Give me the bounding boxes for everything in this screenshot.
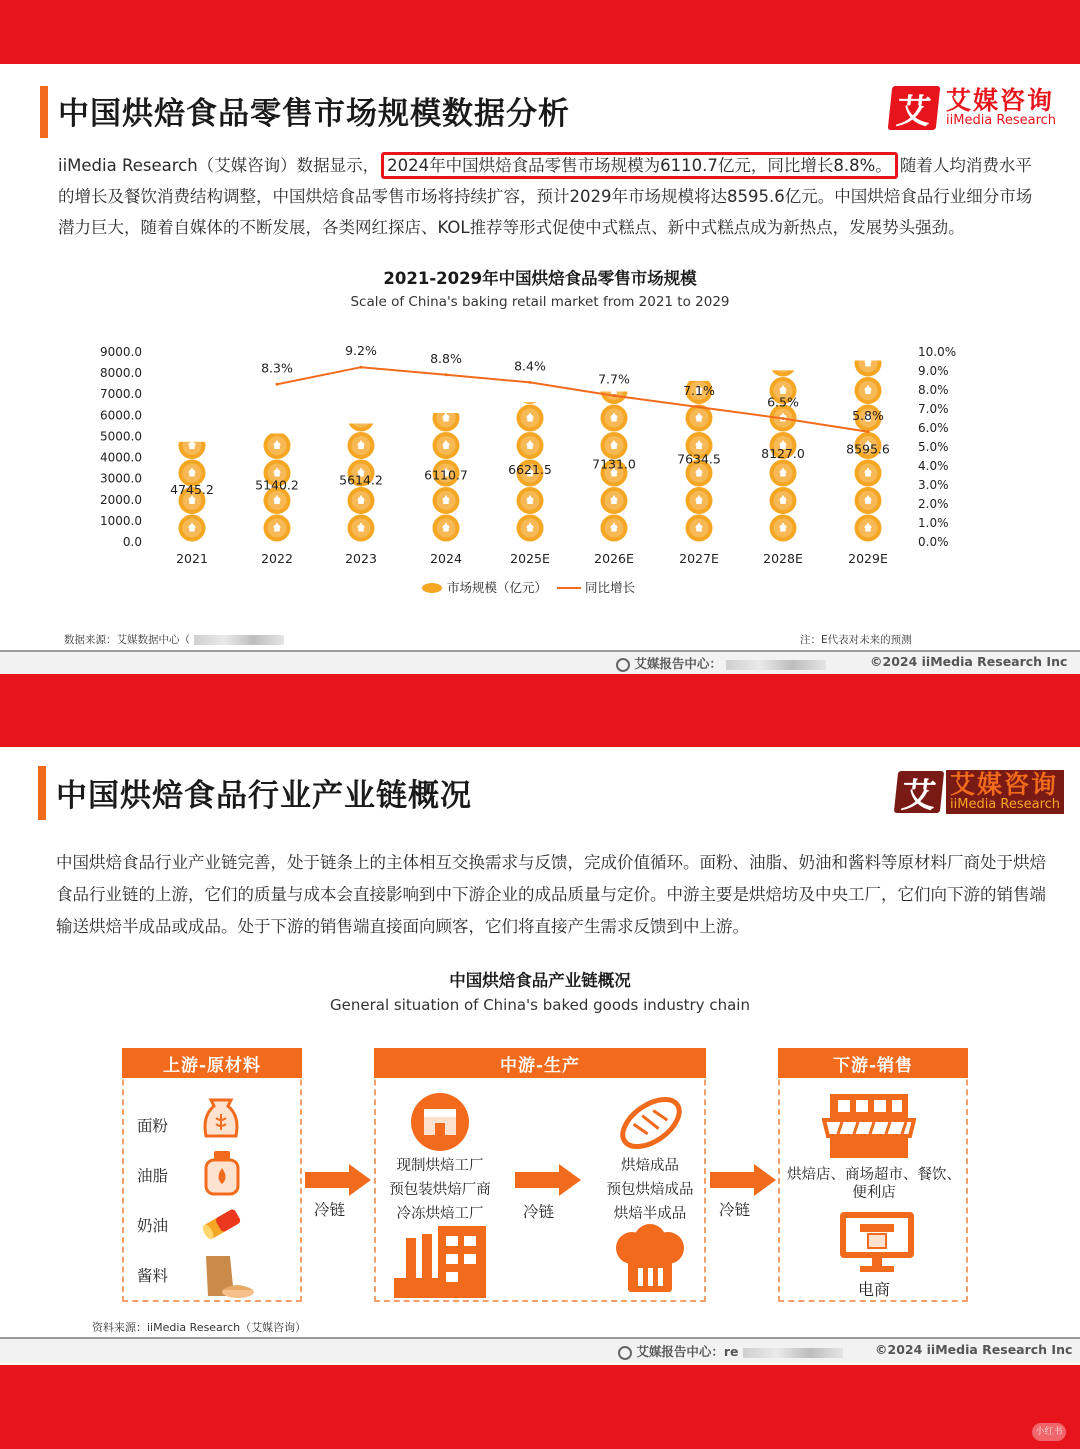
logo-en-text: iiMedia Research: [946, 113, 1057, 129]
cake-icon: [780, 358, 787, 367]
bar-coin: [264, 405, 291, 432]
upstream-item-sauce: 酱料: [137, 1267, 169, 1285]
growth-label: 8.4%: [514, 358, 546, 374]
downstream-header: 下游-销售: [778, 1048, 968, 1078]
upstream-item-flour: 面粉: [137, 1117, 169, 1135]
growth-point: [867, 430, 870, 433]
x-tick-label: 2021: [176, 551, 208, 566]
title-accent-bar: [38, 766, 46, 820]
growth-point: [360, 366, 363, 369]
right-axis-tick: 3.0%: [918, 478, 949, 492]
blurred-text: [726, 660, 826, 670]
arrow-mid-internal: [513, 1163, 583, 1197]
bar-coin: [855, 335, 882, 349]
store-channels: [779, 1166, 969, 1202]
bottom-red-band: [0, 1365, 1080, 1449]
bar-value-label: 6110.7: [424, 467, 468, 483]
right-axis-tick: 7.0%: [918, 402, 949, 416]
report-center: [618, 1342, 843, 1360]
growth-label: 7.7%: [598, 371, 630, 387]
watermark-badge: 小红书: [1032, 1423, 1066, 1441]
bar-value-label: 5614.2: [339, 472, 383, 488]
report-center: [616, 654, 826, 672]
bread-icon: [616, 1090, 686, 1156]
right-axis-tick: 6.0%: [918, 421, 949, 435]
x-tick-label: 2029E: [848, 551, 888, 566]
iimedia-logo: [896, 770, 1064, 814]
bar-coin-inner: [859, 335, 878, 345]
x-tick-label: 2026E: [594, 551, 634, 566]
cake-icon: [274, 413, 281, 422]
left-axis-tick: 9000.0: [100, 345, 142, 359]
bar-2029E: [855, 335, 882, 542]
flour-sack-icon: [196, 1092, 246, 1140]
bar-coin-inner: [183, 409, 202, 428]
data-source-text: 数据来源：艾媒数据中心（: [64, 634, 190, 646]
bar-coin-inner: [268, 409, 287, 428]
growth-point: [613, 394, 616, 397]
upstream-header: 上游-原材料: [122, 1048, 302, 1078]
bar-coin-inner: [774, 354, 793, 373]
x-tick-label: 2024: [430, 551, 462, 566]
data-source: [64, 632, 284, 647]
factory-icon: [394, 1226, 488, 1298]
report-center-label: 艾媒报告中心：re: [636, 1344, 739, 1359]
growth-label: 8.3%: [261, 360, 293, 376]
midstream-item: 烘焙半成品: [613, 1206, 687, 1222]
top-red-band: [0, 0, 1080, 64]
growth-point: [445, 373, 448, 376]
right-axis-tick: 10.0%: [918, 345, 957, 359]
bar-value-label: 8127.0: [761, 446, 805, 462]
left-axis-tick: 0.0: [122, 535, 142, 549]
cold-chain-label: 冷链: [314, 1201, 346, 1219]
cake-icon: [189, 413, 196, 422]
cake-icon: [865, 358, 872, 367]
midstream-item: 预包装烘焙厂商: [389, 1182, 491, 1198]
ecommerce-monitor-icon: [838, 1210, 916, 1274]
x-tick-label: 2028E: [763, 551, 803, 566]
chef-hat-icon: [610, 1224, 690, 1294]
logo-cn-text: 艾媒咨询: [950, 770, 1059, 799]
store-channels-line2: 便利店: [852, 1185, 896, 1201]
cold-chain-label: 冷链: [523, 1203, 555, 1221]
copyright: ©2024 iiMedia Research Inc: [875, 1342, 1073, 1357]
iimedia-logo: [890, 86, 1056, 130]
logo-mark: 艾: [888, 86, 941, 130]
chart-title: 2021-2029年中国烘焙食品零售市场规模: [383, 269, 697, 288]
legend-line-label: 同比增长: [585, 580, 636, 595]
chain-paragraph: 中国烘焙食品行业产业链完善，处于链条上的主体相互交换需求与反馈，完成价值循环。面粉、油脂、奶油和酱料等原材料厂商处于烘焙食品行业链的上游，它们的质量与成本会直接影响到中下游企业的成品质量与定价。中游主要是烘焙坊及中央工厂，它们向下游的销售端输送烘焙半成品或成品。处于下游的销售端直接面向顾客，它们将直接产生需求反馈到中上游。: [56, 853, 1046, 936]
arrow-midstream-to-downstream: [708, 1163, 778, 1197]
growth-point: [698, 406, 701, 409]
cake-icon: [865, 335, 872, 339]
upstream-item-oil: 油脂: [137, 1167, 169, 1185]
ecommerce-label: 电商: [858, 1280, 891, 1299]
growth-label: 5.8%: [852, 407, 884, 423]
right-axis-tick: 5.0%: [918, 440, 949, 454]
arrow-upstream-to-midstream: [303, 1163, 373, 1197]
left-axis-tick: 4000.0: [100, 450, 142, 465]
bar-value-label: 6621.5: [508, 462, 552, 478]
growth-label: 6.5%: [767, 394, 799, 410]
right-axis-tick: 4.0%: [918, 459, 949, 473]
growth-point: [782, 417, 785, 420]
cake-icon: [696, 358, 703, 367]
intro-prefix: iiMedia Research（艾媒咨询）数据显示，: [58, 156, 380, 175]
midstream-left-list: [380, 1154, 500, 1226]
midstream-header: 中游-生产: [374, 1048, 706, 1078]
midstream-item: 现制烘焙工厂: [396, 1158, 484, 1174]
legend-bar-swatch: [422, 583, 442, 593]
right-axis-tick: 8.0%: [918, 383, 949, 397]
midstream-right-list: [590, 1154, 710, 1226]
bar-value-label: 4745.2: [170, 481, 214, 497]
bar-coin-inner: [437, 381, 456, 400]
midstream-item: 冷冻烘焙工厂: [396, 1206, 484, 1222]
growth-label: 9.2%: [345, 343, 377, 359]
page-title: 中国烘焙食品行业产业链概况: [56, 778, 472, 814]
cake-icon: [443, 385, 450, 394]
cold-chain-label: 冷链: [719, 1201, 751, 1219]
bar-value-label: 7131.0: [592, 456, 636, 472]
bar-value-label: 5140.2: [255, 477, 299, 493]
left-axis-tick: 1000.0: [100, 513, 142, 528]
bar-coin: [433, 377, 460, 404]
midstream-item: 烘焙成品: [621, 1158, 679, 1174]
sauce-bag-icon: [200, 1250, 256, 1302]
cake-icon: [527, 385, 534, 394]
intro-rest: 随着人均消费水平的增长及餐饮消费结构调整，中国烘焙食品零售市场将持续扩容，预计2029年市场规模将达8595.6亿元。中国烘焙食品行业细分市场潜力巨大，随着自媒体的不断发展，各类网红探店、KOL推荐等形式促使中式糕点、新中式糕点成为新热点，发展势头强劲。: [58, 156, 1033, 237]
bar-coin-inner: [690, 354, 709, 373]
store-front-icon: [822, 1090, 916, 1160]
bar-coin: [179, 405, 206, 432]
blurred-text: [194, 635, 284, 645]
right-axis-tick: 2.0%: [918, 497, 949, 511]
bar-coin-inner: [352, 409, 371, 428]
bar-2021: [179, 405, 206, 542]
chain-chart-subtitle: General situation of China's baked goods industry chain: [330, 996, 750, 1014]
market-size-chart: [0, 335, 1080, 615]
forecast-note: 注：E代表对未来的预测: [800, 634, 912, 646]
left-axis-tick: 3000.0: [100, 471, 142, 486]
butter-icon: [198, 1204, 246, 1244]
legend-bar-label: 市场规模（亿元）: [447, 580, 548, 595]
store-channels-line1: 烘焙店、商场超市、餐饮、: [787, 1167, 961, 1183]
chain-chart-title: 中国烘焙食品产业链概况: [449, 971, 631, 990]
bar-2027E: [686, 350, 713, 542]
growth-label: 8.8%: [430, 350, 462, 366]
logo-en-text: iiMedia Research: [950, 797, 1061, 813]
bar-coin: [686, 350, 713, 377]
growth-label: 7.1%: [683, 383, 715, 399]
chain-source: 资料来源：iiMedia Research（艾媒咨询）: [92, 1321, 307, 1334]
bar-2022: [264, 405, 291, 542]
growth-point: [276, 383, 279, 386]
x-tick-label: 2022: [261, 551, 293, 566]
bar-value-label: 7634.5: [677, 451, 721, 467]
bar-2024: [433, 377, 460, 542]
oil-bottle-icon: [200, 1148, 244, 1198]
intro-paragraph: [58, 150, 1038, 243]
copyright: ©2024 iiMedia Research Inc: [870, 654, 1068, 669]
left-axis-tick: 8000.0: [100, 366, 142, 381]
logo-mark: 艾: [894, 771, 944, 813]
globe-icon: [616, 658, 630, 672]
cake-icon: [189, 440, 196, 449]
highlight-key-figure: 2024年中国烘焙食品零售市场规模为6110.7亿元，同比增长8.8%。: [381, 152, 898, 179]
right-axis-tick: 0.0%: [918, 535, 949, 549]
right-axis-tick: 1.0%: [918, 516, 949, 530]
x-tick-label: 2025E: [510, 551, 550, 566]
bar-2025E: [517, 377, 544, 542]
left-axis-tick: 7000.0: [100, 387, 142, 402]
growth-point: [529, 381, 532, 384]
bakery-shop-icon: [408, 1092, 472, 1152]
bar-value-label: 8595.6: [846, 441, 890, 457]
right-axis-tick: 9.0%: [918, 364, 949, 378]
upstream-item-cream: 奶油: [137, 1217, 169, 1235]
chart-subtitle: Scale of China's baking retail market from 2021 to 2029: [350, 294, 730, 310]
x-tick-label: 2023: [345, 551, 377, 566]
left-axis-tick: 5000.0: [100, 429, 142, 444]
report-center-label: 艾媒报告中心：: [634, 656, 722, 671]
midstream-item: 预包烘焙成品: [606, 1182, 694, 1198]
middle-red-band: [0, 674, 1080, 747]
page-title: 中国烘焙食品零售市场规模数据分析: [58, 96, 570, 132]
blurred-text: [743, 1348, 843, 1358]
title-accent-bar: [40, 86, 48, 138]
left-axis-tick: 2000.0: [100, 492, 142, 507]
x-tick-label: 2027E: [679, 551, 719, 566]
globe-icon: [618, 1346, 632, 1360]
logo-cn-text: 艾媒咨询: [946, 86, 1055, 116]
left-axis-tick: 6000.0: [100, 408, 142, 423]
cake-icon: [358, 413, 365, 422]
